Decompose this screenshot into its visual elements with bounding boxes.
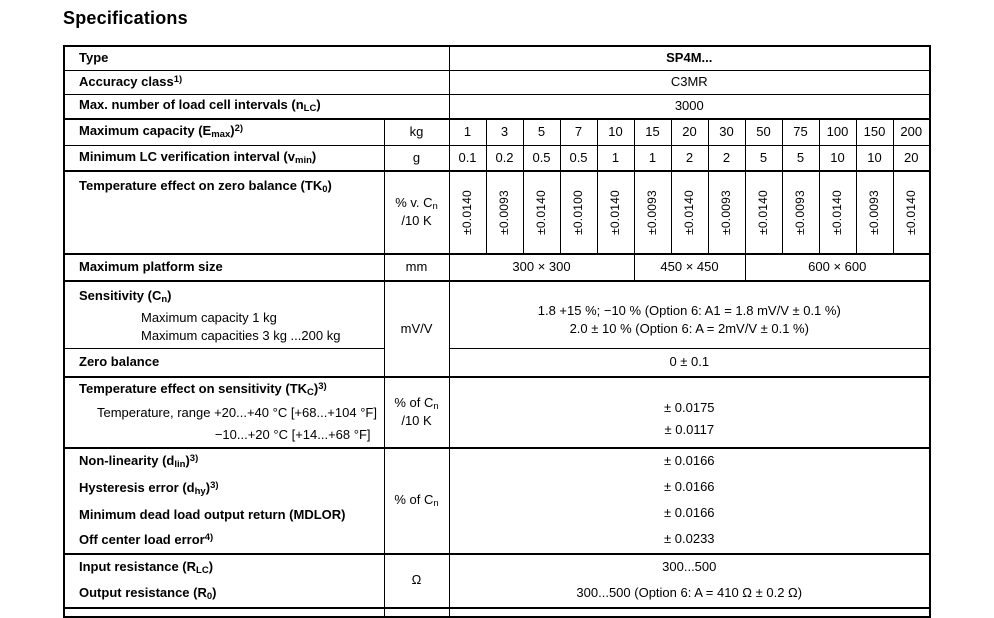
type-label: Type (79, 50, 109, 66)
temp-zero-label: Temperature effect on zero balance $(TK_0)$ (79, 178, 332, 195)
type-value-cell (449, 46, 930, 70)
resistance-label-cell (64, 554, 384, 608)
capacity-value-cell: 200 (893, 119, 930, 145)
temp-sens-sub2: −10...+20 °C [+14...+68 °F] (214, 427, 371, 443)
temp-zero-value-cell (708, 171, 745, 254)
intervals-value-cell (449, 94, 930, 119)
capacity-unit-cell (384, 119, 449, 145)
row-resistance (64, 554, 930, 608)
temp-zero-label-cell (64, 171, 384, 254)
error-block-unit-cell (384, 448, 449, 554)
output-resistance-label: Output resistance $(R_0)$ (79, 584, 217, 602)
verification-value-cell: 5 (782, 145, 819, 171)
temp-zero-unit-cell (384, 171, 449, 254)
capacity-value-cell: 50 (745, 119, 782, 145)
temp-zero-value-cell (486, 171, 523, 254)
platform-size-600-cell: 600 × 600 (745, 254, 930, 281)
row-temp-effect-zero (64, 171, 930, 254)
platform-unit: mm (405, 259, 428, 275)
verification-unit: g (412, 149, 421, 165)
zero-balance-value-cell (449, 349, 930, 377)
type-value: SP4M... (666, 50, 713, 66)
temp-sens-sub1: Temperature, range +20...+40 °C [+68...+104 °F] (97, 404, 377, 420)
capacity-value-cell: 30 (708, 119, 745, 145)
verification-value-cell: 10 (819, 145, 856, 171)
off-center-label: Off center load error$^{4)}$ (79, 531, 214, 547)
accuracy-label: Accuracy class$^{1)}$ (79, 73, 183, 89)
verification-value-cell: 1 (634, 145, 671, 171)
verification-value-cell: 0.1 (449, 145, 486, 171)
verification-label: Minimum LC verification interval $(v_{min})$ (79, 148, 317, 166)
temp-sens-value-cell (449, 377, 930, 448)
resistance-value-cell (449, 554, 930, 608)
temp-sens-label-cell (64, 377, 384, 448)
mdlor-value: ± 0.0166 (664, 505, 715, 521)
capacity-value-cell: 7 (560, 119, 597, 145)
sensitivity-sub2: Maximum capacities 3 kg ...200 kg (141, 328, 341, 343)
row-error-block (64, 448, 930, 554)
temp-zero-value-cell (523, 171, 560, 254)
row-zero-balance (64, 349, 930, 377)
verification-value-cell: 0.5 (560, 145, 597, 171)
type-label-cell (64, 46, 449, 70)
row-platform-size (64, 254, 930, 281)
row-load-cell-intervals (64, 94, 930, 119)
sensitivity-label: Sensitivity $(C_n)$ (79, 288, 172, 305)
row-sensitivity (64, 281, 930, 349)
platform-size-300-cell: 300 × 300 (449, 254, 634, 281)
non-linearity-label: Non-linearity $(d_{lin})^{3)}$ (79, 452, 199, 470)
sensitivity-unit: mV/V (400, 320, 433, 336)
input-resistance-label: Input resistance $(R_{LC})$ (79, 558, 214, 576)
row-temp-effect-sensitivity (64, 377, 930, 448)
capacity-value-cell: 5 (523, 119, 560, 145)
sensitivity-unit-cell (384, 281, 449, 377)
sensitivity-label-cell (64, 281, 384, 349)
temp-zero-value: ±0.0140 (903, 190, 918, 235)
zero-balance-label-cell (64, 349, 384, 377)
platform-unit-cell (384, 254, 449, 281)
row-verification-interval (64, 145, 930, 171)
capacity-value-cell: 10 (597, 119, 634, 145)
row-maximum-capacity (64, 119, 930, 145)
temp-zero-value-cell (597, 171, 634, 254)
output-resistance-value: 300...500 (Option 6: A = 410 Ω ± 0.2 Ω) (576, 585, 803, 601)
capacity-value-cell: 100 (819, 119, 856, 145)
specifications-table (63, 45, 931, 618)
temp-sens-value-line2: ± 0.0117 (664, 421, 715, 437)
temp-zero-value: ±0.0140 (682, 190, 697, 235)
resistance-unit: Ω (411, 572, 422, 588)
temp-zero-value: ±0.0140 (534, 190, 549, 235)
temp-zero-unit: % v. $C_n$ /10 K (395, 195, 438, 229)
capacity-value-cell: 150 (856, 119, 893, 145)
input-resistance-value: 300...500 (662, 559, 717, 575)
temp-zero-value: ±0.0100 (571, 190, 586, 235)
verification-value-cell: 0.5 (523, 145, 560, 171)
verification-value-cell: 10 (856, 145, 893, 171)
temp-zero-value: ±0.0093 (497, 190, 512, 235)
temp-zero-value: ±0.0093 (793, 190, 808, 235)
error-block-value-cell (449, 448, 930, 554)
zero-balance-label: Zero balance (79, 354, 160, 370)
capacity-value-cell: 75 (782, 119, 819, 145)
temp-zero-value-cell (671, 171, 708, 254)
mdlor-label: Minimum dead load output return (MDLOR) (79, 506, 346, 522)
platform-label: Maximum platform size (79, 259, 223, 275)
temp-zero-value: ±0.0093 (719, 190, 734, 235)
temp-zero-value: ±0.0140 (830, 190, 845, 235)
accuracy-value: C3MR (670, 73, 708, 89)
hysteresis-value: ± 0.0166 (664, 479, 715, 495)
temp-sens-value-line1: ± 0.0175 (664, 399, 715, 415)
verification-value-cell: 20 (893, 145, 930, 171)
hysteresis-label: Hysteresis error $(d_{hy})^{3)}$ (79, 479, 219, 497)
row-accuracy-class (64, 70, 930, 94)
platform-label-cell (64, 254, 384, 281)
zero-balance-value: 0 ± 0.1 (669, 354, 710, 370)
resistance-unit-cell (384, 554, 449, 608)
page-title: Specifications (63, 8, 188, 28)
intervals-label-cell (64, 94, 449, 119)
capacity-value-cell: 3 (486, 119, 523, 145)
temp-zero-value-cell (560, 171, 597, 254)
temp-zero-value: ±0.0140 (756, 190, 771, 235)
sensitivity-sub1: Maximum capacity 1 kg (141, 310, 277, 325)
capacity-label-cell (64, 119, 384, 145)
temp-zero-value-cell (893, 171, 930, 254)
row-type (64, 46, 930, 70)
off-center-value: ± 0.0233 (664, 531, 715, 547)
temp-zero-value: ±0.0093 (645, 190, 660, 235)
error-block-unit: % of $C_n$ (394, 491, 439, 509)
platform-size-450-cell: 450 × 450 (634, 254, 745, 281)
intervals-value: 3000 (674, 98, 704, 114)
capacity-value-cell: 1 (449, 119, 486, 145)
verification-unit-cell (384, 145, 449, 171)
capacity-label: Maximum capacity $(E_{max})^{2)}$ (79, 123, 244, 141)
sensitivity-value-cell (449, 281, 930, 349)
verification-value-cell: 1 (597, 145, 634, 171)
temp-sens-label: Temperature effect on sensitivity $(TK_C)^{3)}$ (79, 380, 327, 398)
temp-zero-value: ±0.0140 (608, 190, 623, 235)
capacity-value-cell: 15 (634, 119, 671, 145)
sensitivity-value-line2: 2.0 ± 10 % (Option 6: A = 2mV/V ± 0.1 %) (569, 321, 809, 336)
verification-value-cell: 2 (671, 145, 708, 171)
temp-zero-value-cell (782, 171, 819, 254)
temp-zero-value: ±0.0140 (460, 190, 475, 235)
accuracy-value-cell (449, 70, 930, 94)
error-block-label-cell (64, 448, 384, 554)
temp-zero-value-cell (745, 171, 782, 254)
accuracy-label-cell (64, 70, 449, 94)
temp-sens-unit-cell (384, 377, 449, 448)
temp-zero-value-cell (634, 171, 671, 254)
verification-value-cell: 2 (708, 145, 745, 171)
sensitivity-value-line1: 1.8 +15 %; −10 % (Option 6: A1 = 1.8 mV/V ± 0.1 %) (537, 303, 841, 318)
temp-zero-value: ±0.0093 (867, 190, 882, 235)
verification-label-cell (64, 145, 384, 171)
verification-value-cell: 5 (745, 145, 782, 171)
temp-zero-value-cell (449, 171, 486, 254)
non-linearity-value: ± 0.0166 (664, 453, 715, 469)
temp-zero-value-cell (819, 171, 856, 254)
verification-value-cell: 0.2 (486, 145, 523, 171)
temp-sens-unit: % of $C_n$ /10 K (394, 394, 439, 428)
capacity-unit: kg (409, 124, 424, 140)
intervals-label: Max. number of load cell intervals $(n_{LC})$ (79, 97, 321, 115)
temp-zero-value-cell (856, 171, 893, 254)
capacity-value-cell: 20 (671, 119, 708, 145)
